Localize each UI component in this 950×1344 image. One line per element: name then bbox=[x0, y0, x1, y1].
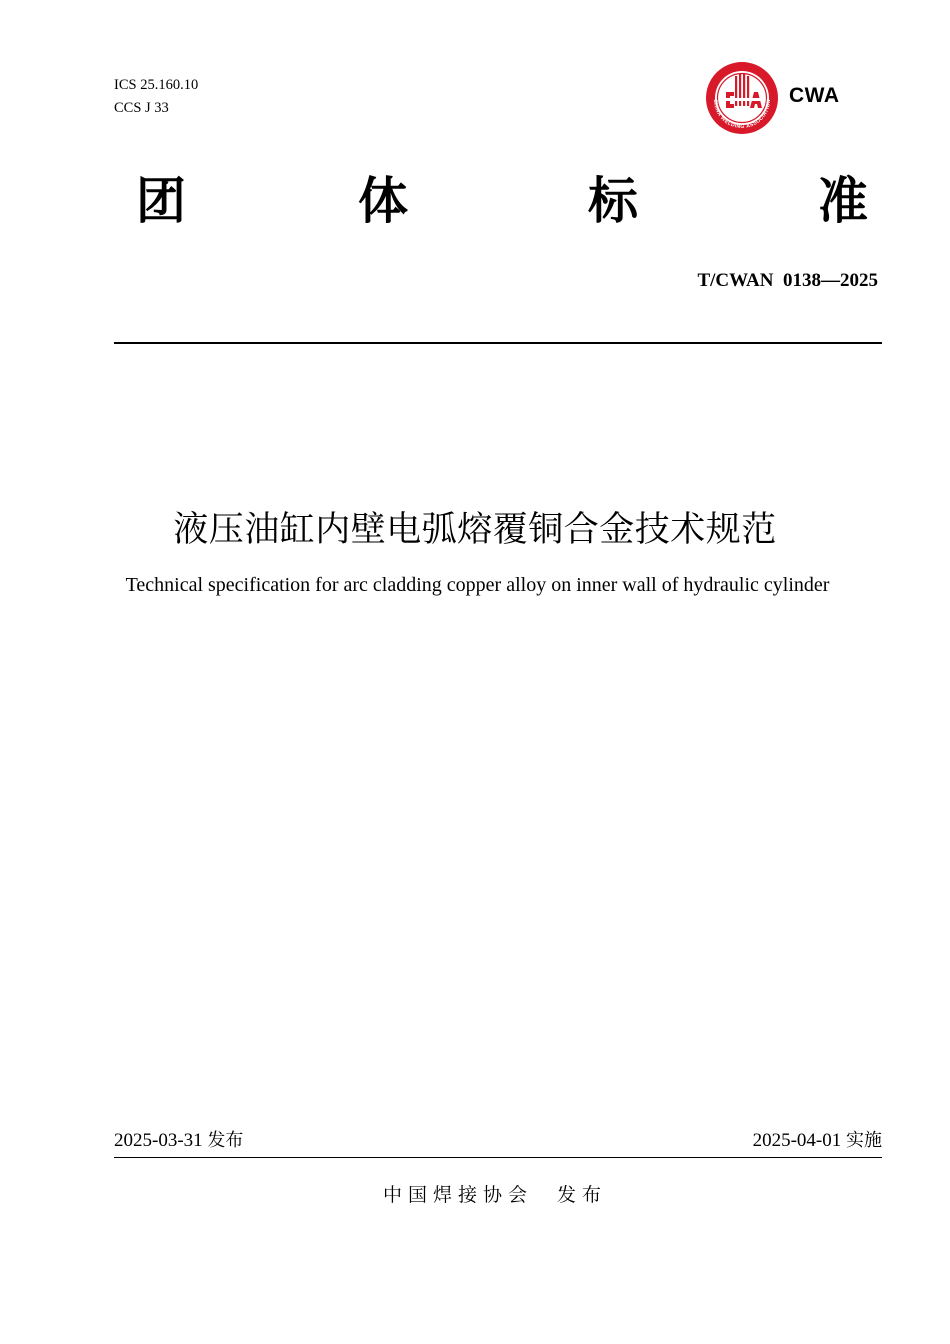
standard-number: T/CWAN 0138—2025 bbox=[697, 270, 878, 291]
ics-code: ICS 25.160.10 bbox=[114, 77, 199, 93]
publish-date-line bbox=[114, 1128, 243, 1154]
classification-codes bbox=[114, 74, 198, 120]
standard-type-heading bbox=[114, 168, 884, 234]
effective-date-line bbox=[753, 1128, 882, 1154]
heading-char: 体 bbox=[358, 172, 408, 230]
publish-label: 发布 bbox=[207, 1130, 244, 1151]
title-english: Technical specification for arc cladding copper alloy on inner wall of hydraulic cylinder bbox=[125, 574, 830, 596]
effective-date: 2025-04-01 bbox=[752, 1130, 842, 1151]
heading-char: 标 bbox=[588, 172, 638, 230]
title-chinese: 液压油缸内壁电弧熔覆铜合金技术规范 bbox=[173, 510, 777, 550]
top-divider bbox=[114, 342, 882, 344]
heading-char: 团 bbox=[136, 172, 186, 230]
cwa-logo-icon bbox=[704, 60, 780, 136]
logo-ring-text: CHINA WELDING ASSOCIATION bbox=[711, 99, 773, 131]
effective-label: 实施 bbox=[846, 1130, 882, 1151]
ccs-code: CCS J 33 bbox=[114, 100, 169, 116]
bottom-divider bbox=[114, 1157, 882, 1158]
logo-wordmark: CWA bbox=[789, 84, 840, 107]
publish-date: 2025-03-31 bbox=[114, 1130, 203, 1151]
publisher-line: 中国焊接协会 发布 bbox=[382, 1184, 608, 1206]
heading-char: 准 bbox=[818, 172, 868, 230]
